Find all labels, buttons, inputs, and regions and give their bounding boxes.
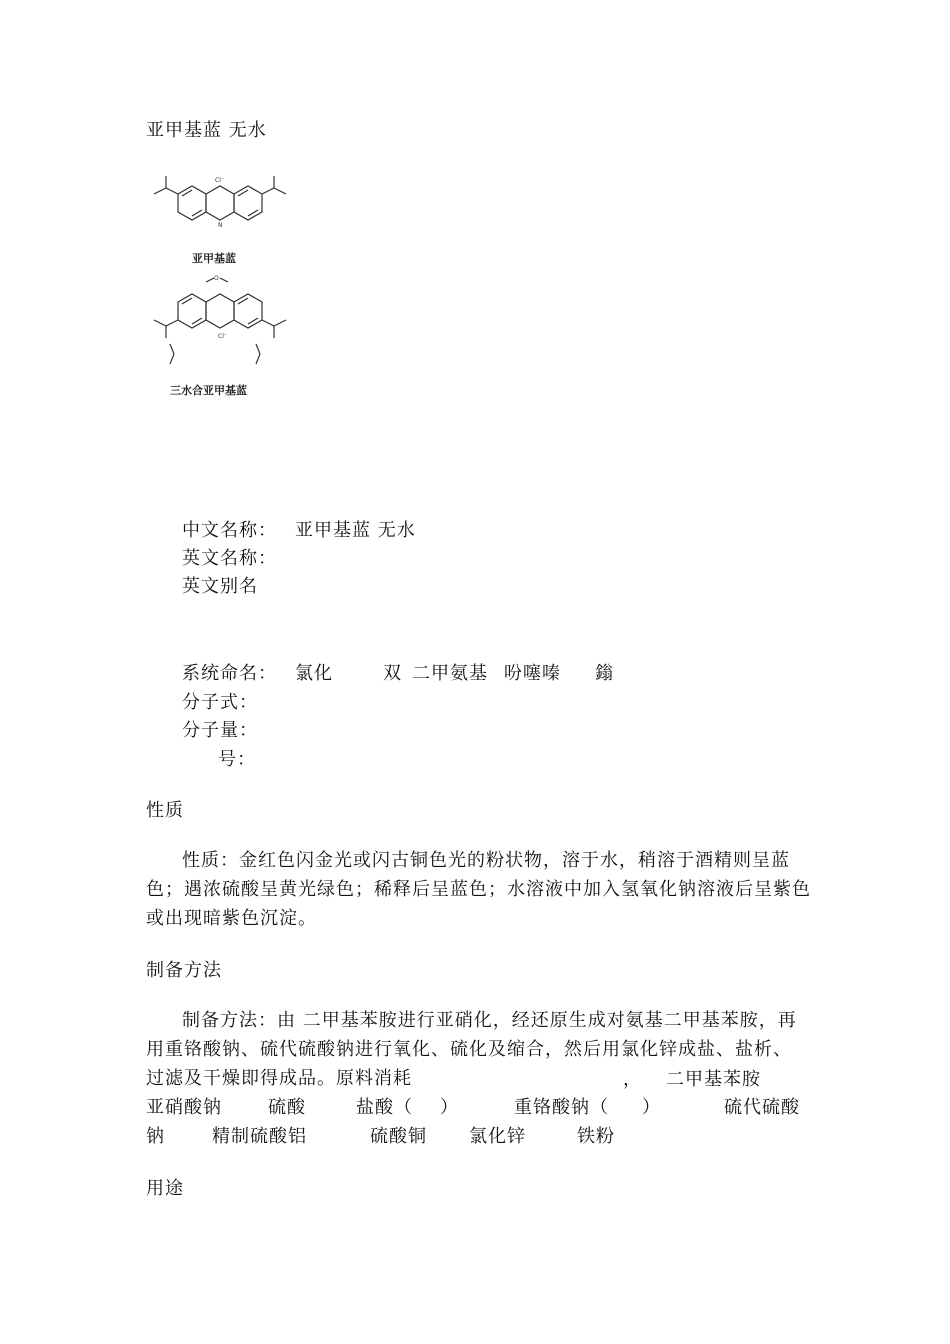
material-item: 硫酸铜 (370, 1126, 427, 1147)
sys-name-part: 吩噻嗪 (504, 663, 561, 684)
formula-label: 分子式： (182, 692, 258, 713)
prep-heading: 制备方法 (146, 960, 222, 981)
material-item: 重铬酸钠（ (514, 1097, 609, 1118)
sys-name-part: 二甲氨基 (412, 663, 488, 684)
sys-name-part: 氯化 (295, 663, 333, 684)
material-item: ） (642, 1097, 661, 1118)
use-heading: 用途 (146, 1178, 184, 1199)
structure-label-2: 三水合亚甲基蓝 (170, 384, 247, 397)
sys-name-part: 鎓 (595, 663, 614, 684)
cl-atom-2: Cl⁻ (218, 333, 228, 340)
en-name-label: 英文名称： (182, 548, 277, 569)
sys-name-label: 系统命名： (182, 663, 277, 684)
properties-heading: 性质 (146, 800, 184, 821)
cl-atom: Cl⁻ (215, 177, 225, 184)
structure-trihydrate (154, 275, 286, 364)
number-label: 号： (218, 749, 256, 770)
o-atom: O (214, 275, 219, 282)
material-item: 盐酸（ (356, 1097, 413, 1118)
page-title: 亚甲基蓝 无水 (146, 120, 267, 141)
cn-name-value: 亚甲基蓝 无水 (295, 520, 416, 541)
material-item: 氯化锌 (469, 1126, 526, 1147)
material-item: 硫酸 (268, 1097, 306, 1118)
properties-paragraph (146, 846, 811, 933)
structure-image (140, 172, 310, 412)
material-item: 铁粉 (577, 1126, 615, 1147)
prep-text: 制备方法：由 二甲基苯胺进行亚硝化，经还原生成对氨基二甲基苯胺，再用重铬酸钠、硫代硫酸钠进行氧化、硫化及缩合，然后用氯化锌成盐、盐析、过滤及干燥即得成品。原料消耗 (146, 1010, 797, 1089)
material-item: 硫代硫酸 (724, 1097, 800, 1118)
n-atom: N (218, 222, 223, 229)
structure-label-1: 亚甲基蓝 (192, 252, 236, 265)
sys-name-part: 双 (383, 663, 402, 684)
en-alias-label: 英文别名 (182, 576, 258, 597)
material-item: ） (440, 1097, 459, 1118)
structure-methylene-blue (154, 176, 286, 229)
mw-label: 分子量： (182, 720, 258, 741)
prep-tail-comma: ， (623, 1069, 642, 1090)
material-item: 钠 (146, 1126, 165, 1147)
material-item: 精制硫酸铝 (212, 1126, 307, 1147)
prep-tail-item: 二甲基苯胺 (666, 1069, 761, 1090)
cn-name-label: 中文名称： (182, 520, 277, 541)
material-item: 亚硝酸钠 (146, 1097, 222, 1118)
properties-text: 性质：金红色闪金光或闪古铜色光的粉状物，溶于水，稍溶于酒精则呈蓝色；遇浓硫酸呈黄光绿色；稀释后呈蓝色；水溶液中加入氢氧化钠溶液后呈紫色或出现暗紫色沉淀。 (146, 850, 811, 929)
